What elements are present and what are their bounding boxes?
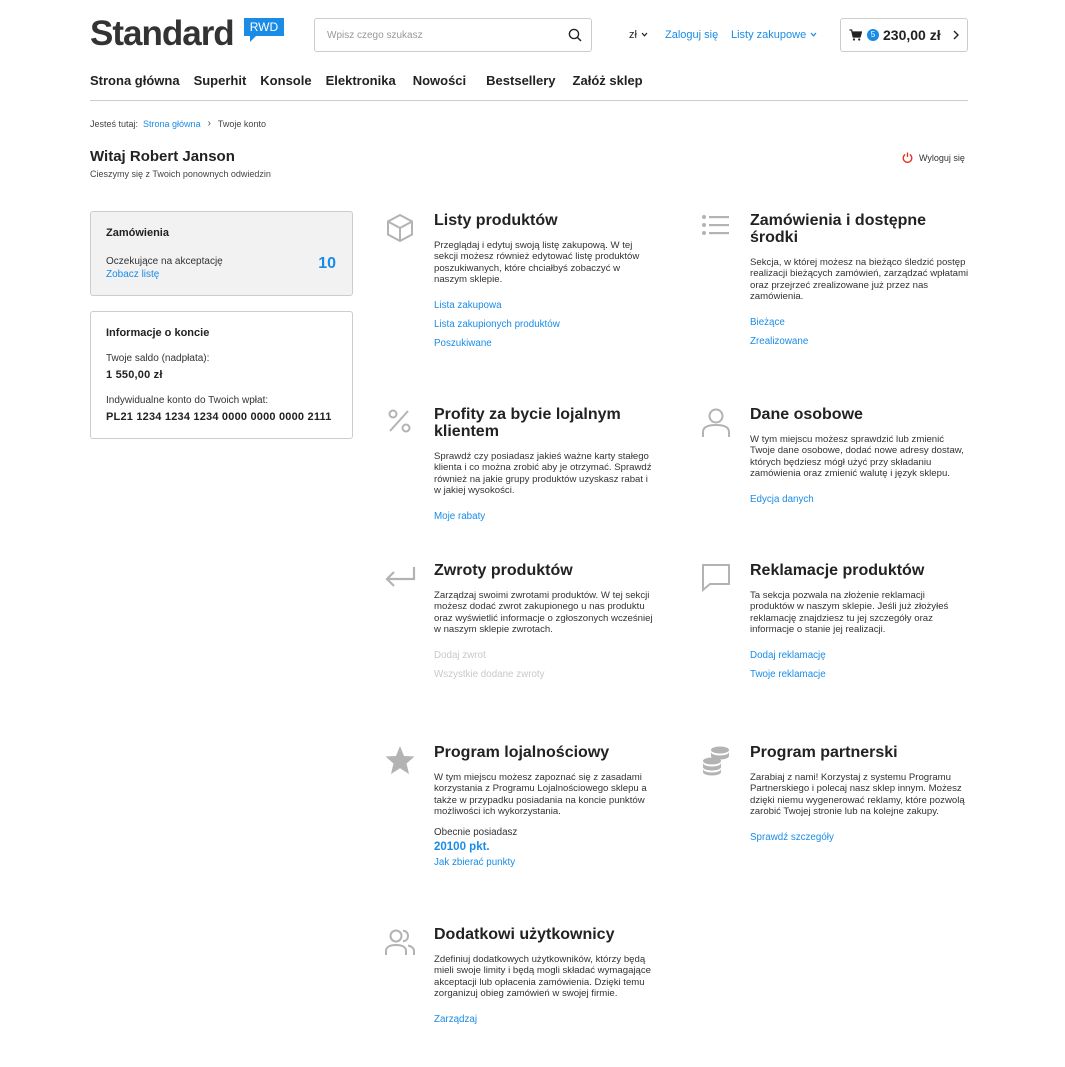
- section-title: Dane osobowe: [750, 406, 863, 423]
- return-arrow-icon: [384, 562, 416, 594]
- nav-divider: [90, 100, 968, 101]
- cart-icon: [849, 29, 862, 41]
- partner-details-link[interactable]: Sprawdź szczegóły: [750, 831, 834, 843]
- edit-data-link[interactable]: Edycja danych: [750, 493, 814, 505]
- shopping-lists-label: Listy zakupowe: [731, 29, 807, 41]
- currency-label: zł: [629, 29, 637, 41]
- page-title: Witaj Robert Janson: [90, 148, 235, 165]
- main-nav: [90, 73, 643, 88]
- section-description: Przeglądaj i edytuj swoją listę zakupową. W tej sekcji możesz również edytować listę produktów poszukiwanych, które chciałbyś zobaczyć w naszym sklepie.: [434, 240, 640, 286]
- balance-value: 1 550,00 zł: [106, 369, 163, 381]
- section-complaints: [750, 562, 970, 688]
- section-additional-users: [434, 926, 654, 1033]
- section-title: Profity za bycie lojalnym klientem: [434, 406, 621, 440]
- nav-item-electronics[interactable]: Elektronika: [325, 73, 396, 88]
- orders-summary-box: [90, 211, 353, 296]
- section-description: Ta sekcja pozwala na złożenie reklamacji produktów w naszym sklepie. Jeśli już złożyłeś reklamację znajdziesz tu jej szczegóły oraz informacje o stanie jej realizacji.: [750, 590, 949, 636]
- nav-item-home[interactable]: Strona główna: [90, 73, 180, 88]
- chevron-down-icon: [810, 32, 817, 37]
- current-orders-link[interactable]: Bieżące: [750, 316, 785, 328]
- chevron-down-icon: [641, 32, 648, 37]
- nav-item-consoles[interactable]: Konsole: [260, 73, 312, 88]
- add-complaint-link[interactable]: Dodaj reklamację: [750, 649, 826, 661]
- section-description: W tym miejscu możesz zapoznać się z zasadami korzystania z Programu Lojalnościowego sklepu a także w przypadku posiadania na koncie punktów możliwości ich wykorzystania.: [434, 772, 647, 818]
- section-title: Zwroty produktów: [434, 562, 573, 579]
- points-label: Obecnie posiadasz: [434, 826, 518, 838]
- percent-icon: [384, 406, 416, 438]
- section-personal-data: [750, 406, 970, 513]
- breadcrumb-home-link[interactable]: Strona główna: [143, 118, 201, 129]
- shopping-lists-dropdown[interactable]: [731, 29, 817, 41]
- section-loyalty-program: [434, 744, 654, 876]
- section-orders-funds: [750, 212, 970, 355]
- section-title: Zamówienia i dostępne środki: [750, 212, 927, 246]
- search-box: [314, 18, 592, 52]
- all-returns-link: Wszystkie dodane zwroty: [434, 668, 545, 680]
- section-returns: [434, 562, 654, 688]
- breadcrumb-current: Twoje konto: [217, 118, 266, 129]
- my-discounts-link[interactable]: Moje rabaty: [434, 510, 486, 522]
- nav-item-new[interactable]: Nowości: [412, 73, 467, 88]
- wanted-products-link[interactable]: Poszukiwane: [434, 337, 492, 349]
- box-icon: [384, 212, 416, 244]
- pending-orders-label: Oczekujące na akceptację: [106, 256, 223, 267]
- section-description: Zdefiniuj dodatkowych użytkowników, którzy będą mieli swoje limity i będą mogli składać wymagające akceptacji lub opłacenia zamówienia. Dzięki temu zorganizuj obieg zamówień w swojej firmie.: [434, 954, 652, 1000]
- my-complaints-link[interactable]: Twoje reklamacje: [750, 668, 826, 680]
- logo[interactable]: [90, 14, 284, 54]
- completed-orders-link[interactable]: Zrealizowane: [750, 335, 809, 347]
- section-title: Listy produktów: [434, 212, 558, 229]
- nav-item-bestsellers[interactable]: Bestsellery: [486, 73, 556, 88]
- section-title: Program partnerski: [750, 744, 898, 761]
- account-box-title: Informacje o koncie: [106, 327, 210, 339]
- nav-item-open-shop[interactable]: Załóż sklep: [572, 73, 643, 88]
- section-title: Program lojalnościowy: [434, 744, 610, 761]
- search-icon[interactable]: [559, 19, 591, 51]
- login-link[interactable]: Zaloguj się: [665, 29, 719, 41]
- balance-label: Twoje saldo (nadpłata):: [106, 353, 210, 364]
- bank-account-number: PL21 1234 1234 1234 0000 0000 0000 2111: [106, 411, 332, 423]
- cart-button[interactable]: [840, 18, 968, 52]
- how-to-collect-points-link[interactable]: Jak zbierać punkty: [434, 856, 516, 868]
- manage-users-link[interactable]: Zarządzaj: [434, 1013, 478, 1025]
- breadcrumb: [90, 118, 266, 129]
- logout-button[interactable]: [902, 152, 965, 163]
- section-product-lists: [434, 212, 654, 357]
- view-orders-link[interactable]: Zobacz listę: [106, 269, 160, 280]
- section-loyalty-benefits: [434, 406, 654, 530]
- search-input[interactable]: [315, 20, 559, 50]
- section-description: Sprawdź czy posiadasz jakieś ważne karty stałego klienta i co można zrobić aby je otrzymać. Sprawdź również na jakie grupy produktów uzyskasz rabat i w jakiej wysokości.: [434, 451, 652, 497]
- section-title: Dodatkowi użytkownicy: [434, 926, 615, 943]
- logo-badge: RWD: [244, 18, 284, 36]
- orders-box-title: Zamówienia: [106, 227, 169, 239]
- breadcrumb-label: Jesteś tutaj:: [90, 118, 139, 129]
- account-info-box: [90, 311, 353, 439]
- add-return-link: Dodaj zwrot: [434, 649, 486, 661]
- star-icon: [384, 744, 416, 776]
- section-description: Zarabiaj z nami! Korzystaj z systemu Programu Partnerskiego i polecaj nasz sklep innym. Możesz dzięki niemu wygenerować reklamy, które pozwolą zarobić Twojej stronie lub na kolejne zakupy.: [750, 772, 965, 818]
- user-icon: [700, 406, 732, 438]
- chevron-right-icon: ›: [207, 118, 211, 129]
- section-description: Sekcja, w której możesz na bieżąco śledzić postęp realizacji bieżących zamówień, zarządzać wpłatami oraz przejrzeć zrealizowane już przez nas zamówienia.: [750, 257, 969, 303]
- purchased-products-link[interactable]: Lista zakupionych produktów: [434, 318, 560, 330]
- chevron-right-icon: [953, 30, 959, 40]
- page-subtitle: Cieszymy się z Twoich ponownych odwiedzin: [90, 169, 271, 179]
- cart-total: 230,00 zł: [883, 27, 941, 43]
- nav-item-superhit[interactable]: Superhit: [193, 73, 247, 88]
- logout-label: Wyloguj się: [919, 152, 965, 163]
- section-description: Zarządzaj swoimi zwrotami produktów. W tej sekcji możesz dodać zwrot zakupionego u nas produktu oraz wyświetlić informacje o zgłoszonych wcześniej w naszym sklepie zwrotach.: [434, 590, 653, 636]
- coins-icon: [700, 744, 732, 776]
- power-icon: [902, 152, 913, 163]
- cart-count-badge: 5: [867, 29, 879, 41]
- list-icon: [700, 212, 732, 244]
- currency-select[interactable]: [629, 29, 648, 41]
- users-icon: [384, 926, 416, 958]
- pending-orders-count[interactable]: 10: [318, 255, 336, 272]
- shopping-list-link[interactable]: Lista zakupowa: [434, 299, 502, 311]
- section-title: Reklamacje produktów: [750, 562, 925, 579]
- points-value: 20100 pkt.: [434, 840, 490, 853]
- section-description: W tym miejscu możesz sprawdzić lub zmienić Twoje dane osobowe, dodać nowe adresy dostaw, których będziesz mógł użyć przy składaniu zamówienia oraz zmienić walutę i język sklepu.: [750, 434, 964, 480]
- bank-account-label: Indywidualne konto do Twoich wpłat:: [106, 395, 269, 406]
- section-partner-program: [750, 744, 970, 851]
- speech-bubble-icon: [700, 562, 732, 594]
- logo-text: Standard: [90, 14, 234, 53]
